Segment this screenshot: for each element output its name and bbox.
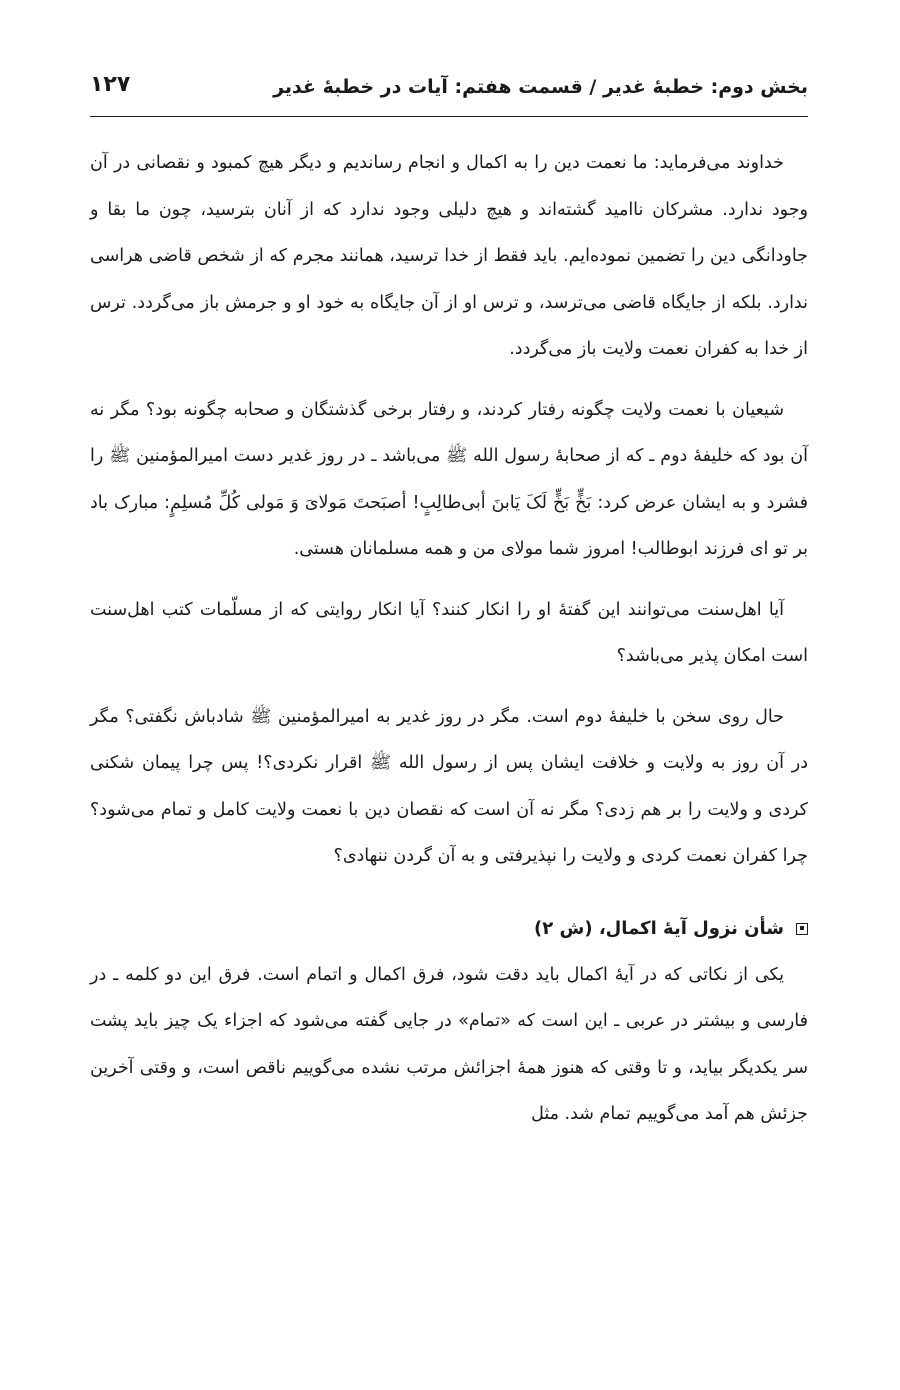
page-number: ۱۲۷: [90, 72, 131, 97]
section-heading: [90, 906, 808, 952]
body-text: [90, 140, 808, 1138]
section-paragraph: یکی از نکاتی که در آیهٔ اکمال باید دقت شود، فرق اکمال و اتمام است. فرق این دو کلمه ـ در فارسی و بیشتر در عربی ـ این است که «تمام» در جایی گفته می‌شود که اجزاء یک چیز باید پشت سر یکدیگر بیاید، و تا وقتی که هنوز همهٔ اجزائش مرتب نشده می‌گوییم ناقص است، و وقتی آخرین جزئش هم آمد می‌گوییم تمام شد. مثل: [90, 964, 808, 1124]
paragraph-4: حال روی سخن با خلیفهٔ دوم است. مگر در روز غدیر به امیرالمؤمنین ﷺ شادباش نگفتی؟ مگر در آن روز به ولایت و خلافت ایشان پس از رسول الله ﷺ اقرار نکردی؟! پس چرا پیمان شکنی کردی و ولایت را بر هم زدی؟ مگر نه آن است که نقصان دین با نعمت ولایت کامل و تمام می‌شود؟ چرا کفران نعمت کردی و ولایت را نپذیرفتی و به آن گردن ننهادی؟: [90, 706, 808, 866]
paragraph-1: خداوند می‌فرماید: ما نعمت دین را به اکمال و انجام رساندیم و دیگر هیچ کمبود و نقصانی در آن وجود ندارد. مشرکان ناامید گشته‌اند و هیچ دلیلی وجود ندارد که از آنان بترسید، چون ما بقا و جاودانگی دین را تضمین نموده‌ایم. باید فقط از خدا ترسید، همانند مجرم که از شخص قاضی هراسی ندارد. بلکه از جایگاه قاضی می‌ترسد، و ترس او از آن جایگاه به خود او و جرمش باز می‌گردد. ترس از خدا به کفران نعمت ولایت باز می‌گردد.: [90, 153, 808, 359]
paragraph-2: شیعیان با نعمت ولایت چگونه رفتار کردند، و رفتار برخی گذشتگان و صحابه چگونه بود؟ مگر نه آن بود که خلیفهٔ دوم ـ که از صحابهٔ رسول الله ﷺ می‌باشد ـ در روز غدیر دست امیرالمؤمنین ﷺ را فشرد و به ایشان عرض کرد: بَخٍّ بَخٍّ لَکَ یَابنَ أبی‌طالِبٍ! أصبَحتَ مَولایَ وَ مَولی کُلِّ مُسلِمٍ: مبارک باد بر تو ای فرزند ابوطالب! امروز شما مولای من و همه مسلمانان هستی.: [90, 399, 808, 559]
page-header: [90, 70, 808, 117]
running-title: بخش دوم: خطبهٔ غدیر / قسمت هفتم: آیات در خطبهٔ غدیر: [273, 76, 808, 98]
square-bullet-icon: [796, 923, 808, 935]
paragraph-3: آیا اهل‌سنت می‌توانند این گفتهٔ او را انکار کنند؟ آیا انکار روایتی که از مسلّمات کتب اهل‌سنت است امکان پذیر می‌باشد؟: [90, 599, 808, 666]
section-heading-text: شأن نزول آیهٔ اکمال، (ش ۲): [534, 917, 784, 939]
